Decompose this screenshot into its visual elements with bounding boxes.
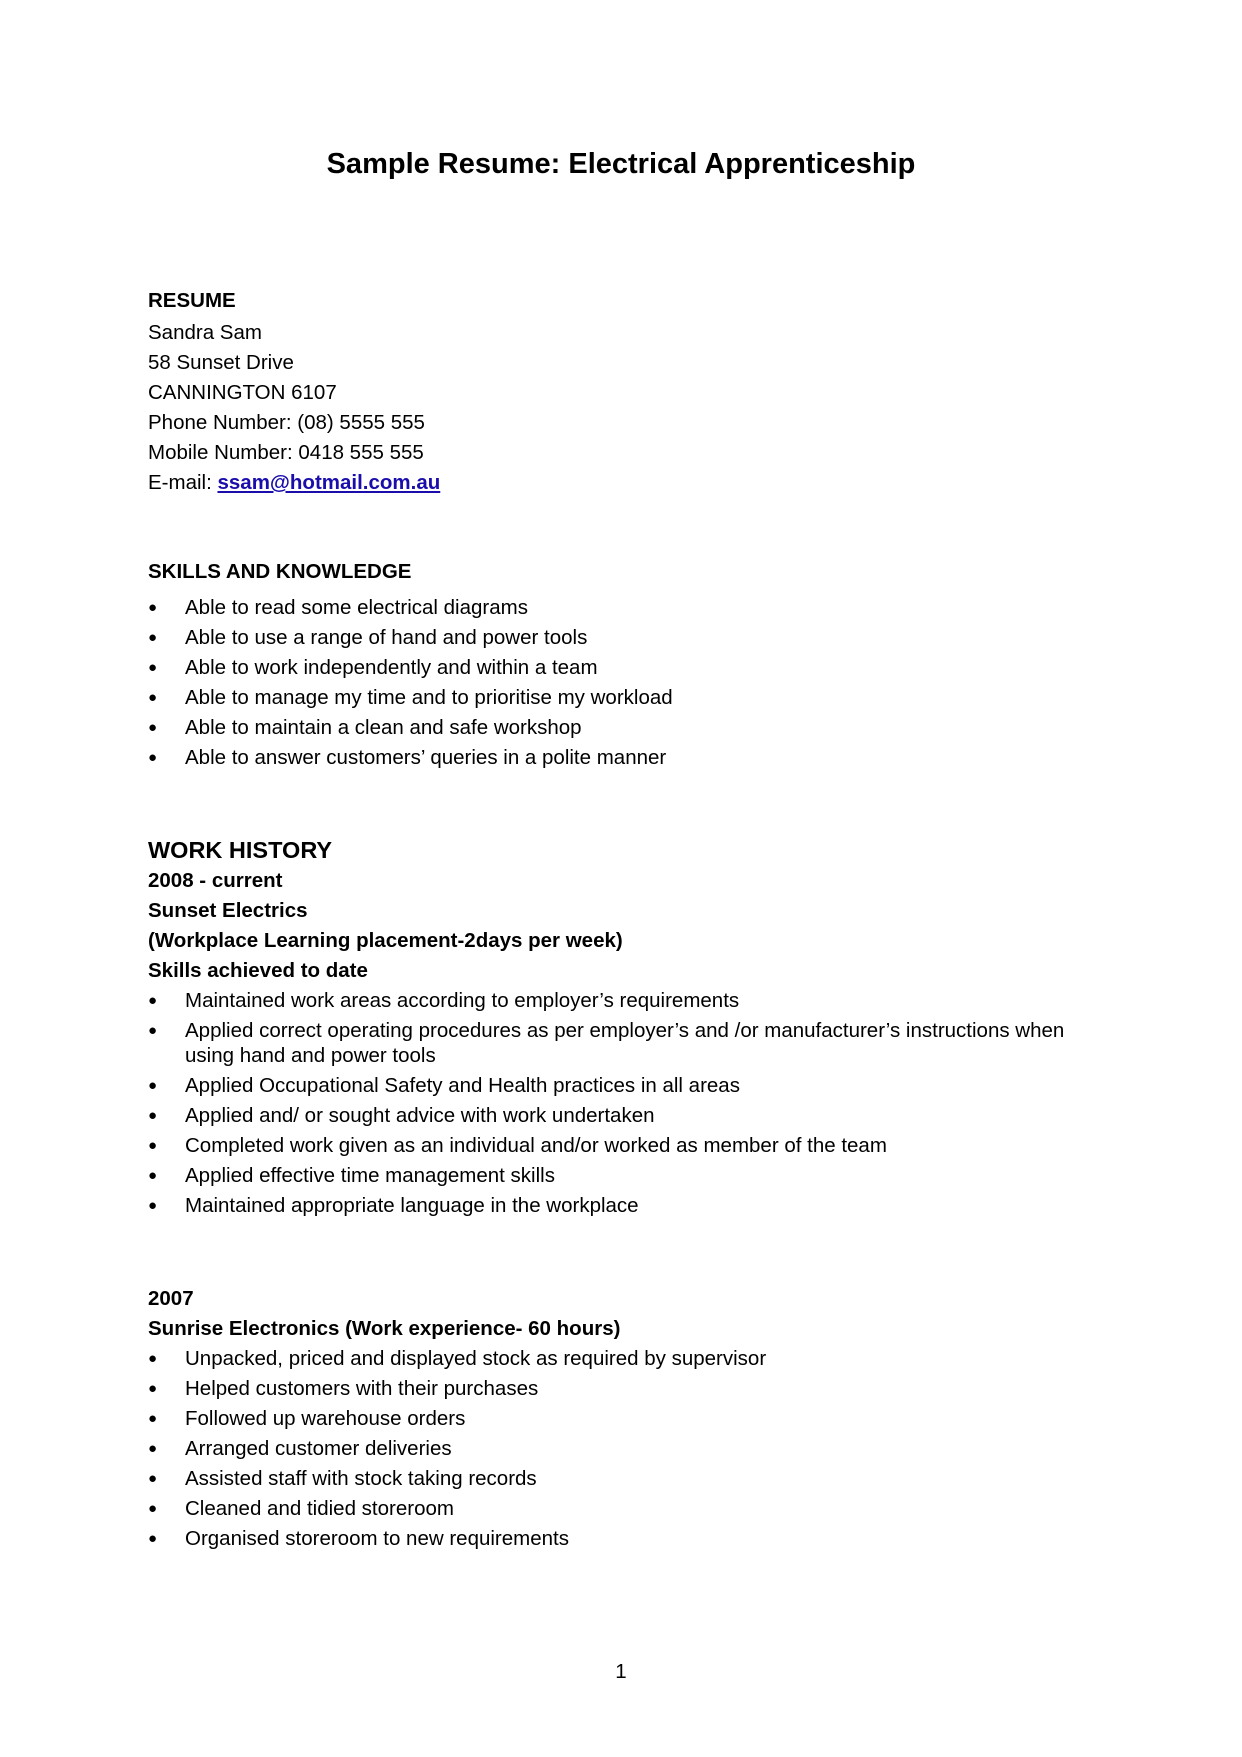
list-item: ● Able to maintain a clean and safe workshop xyxy=(148,713,1108,743)
list-item: ● Organised storeroom to new requirements xyxy=(148,1524,1108,1554)
list-item: ● Arranged customer deliveries xyxy=(148,1434,1108,1464)
list-item: ● Able to use a range of hand and power tools xyxy=(148,623,1108,653)
list-item: ● Applied and/ or sought advice with work undertaken xyxy=(148,1101,1108,1131)
skills-section xyxy=(148,557,1108,773)
list-item: ● Able to read some electrical diagrams xyxy=(148,593,1108,623)
list-item: ● Cleaned and tidied storeroom xyxy=(148,1494,1108,1524)
contact-phone: Phone Number: (08) 5555 555 xyxy=(148,411,425,434)
skills-heading: SKILLS AND KNOWLEDGE xyxy=(148,560,412,583)
job1-period: 2008 - current xyxy=(148,869,283,892)
email-link[interactable]: ssam@hotmail.com.au xyxy=(217,471,441,494)
list-item: ● Applied Occupational Safety and Health practices in all areas xyxy=(148,1071,1108,1101)
job1-subheading: Skills achieved to date xyxy=(148,959,368,982)
work-history-section xyxy=(148,834,1108,1221)
list-item: ● Able to work independently and within a team xyxy=(148,653,1108,683)
job1-skills-list xyxy=(148,986,1108,1221)
contact-name: Sandra Sam xyxy=(148,321,262,344)
list-item: ● Applied correct operating procedures as per employer’s and /or manufacturer’s instructions when using hand and power tools xyxy=(148,1016,1108,1071)
contact-suburb: CANNINGTON 6107 xyxy=(148,381,337,404)
work-history-heading: WORK HISTORY xyxy=(148,837,333,863)
job2-section xyxy=(148,1284,1108,1554)
list-item: ● Followed up warehouse orders xyxy=(148,1404,1108,1434)
list-item: ● Able to answer customers’ queries in a polite manner xyxy=(148,743,1108,773)
job2-period: 2007 xyxy=(148,1287,194,1310)
contact-email-line xyxy=(148,468,1108,498)
list-item: ● Able to manage my time and to prioritise my workload xyxy=(148,683,1108,713)
list-item: ● Helped customers with their purchases xyxy=(148,1374,1108,1404)
contact-street: 58 Sunset Drive xyxy=(148,351,294,374)
contact-heading: RESUME xyxy=(148,289,236,312)
list-item: ● Maintained work areas according to employer’s requirements xyxy=(148,986,1108,1016)
list-item: ● Applied effective time management skills xyxy=(148,1161,1108,1191)
email-label: E-mail: xyxy=(148,471,218,494)
skills-list xyxy=(148,593,1108,773)
job2-employer: Sunrise Electronics (Work experience- 60 hours) xyxy=(148,1317,621,1340)
list-item: ● Maintained appropriate language in the workplace xyxy=(148,1191,1108,1221)
document-title: Sample Resume: Electrical Apprenticeship xyxy=(326,148,916,180)
job2-duties-list xyxy=(148,1344,1108,1554)
contact-section xyxy=(148,286,1108,498)
job1-note: (Workplace Learning placement-2days per week) xyxy=(148,929,623,952)
job1-employer: Sunset Electrics xyxy=(148,899,308,922)
page-number: 1 xyxy=(615,1660,627,1683)
contact-mobile: Mobile Number: 0418 555 555 xyxy=(148,441,424,464)
list-item: ● Assisted staff with stock taking records xyxy=(148,1464,1108,1494)
list-item: ● Unpacked, priced and displayed stock as required by supervisor xyxy=(148,1344,1108,1374)
list-item: ● Completed work given as an individual and/or worked as member of the team xyxy=(148,1131,1108,1161)
